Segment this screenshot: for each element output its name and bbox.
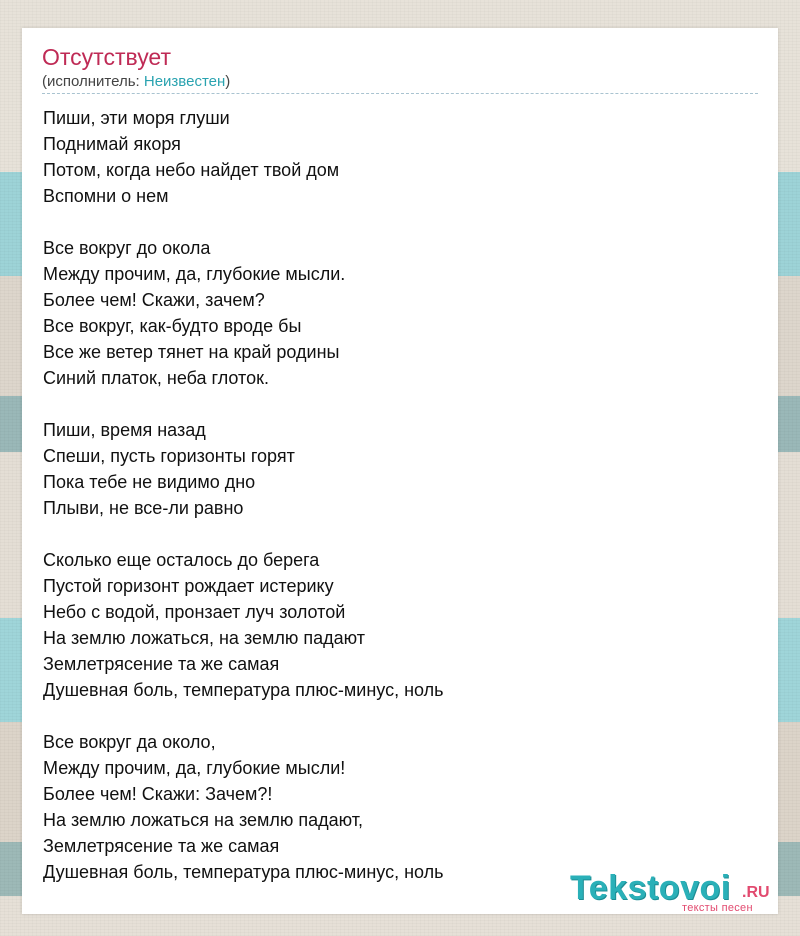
lyric-line: Душевная боль, температура плюс-минус, ноль [43, 862, 444, 882]
lyric-line: Пока тебе не видимо дно [43, 472, 256, 492]
lyric-line: На землю ложаться, на землю падают [43, 628, 366, 648]
artist-link[interactable]: Неизвестен [143, 73, 226, 90]
lyric-line: Плыви, не все-ли равно [43, 498, 244, 518]
logo-tagline: тексты песен [682, 902, 753, 914]
artist-suffix: ) [225, 73, 231, 90]
lyric-line: Все вокруг до окола [43, 238, 211, 258]
song-title: Отсутствует [42, 44, 171, 70]
lyrics-card [22, 28, 778, 914]
lyric-line: Поднимай якоря [43, 134, 181, 154]
artist-line [42, 73, 230, 91]
verse-gap [43, 703, 743, 729]
lyric-line: Пустой горизонт рождает истерику [43, 576, 334, 596]
lyric-line: Все вокруг, как-будто вроде бы [43, 316, 302, 336]
title-divider [42, 93, 758, 94]
verse-gap [43, 521, 743, 547]
lyric-line: Пиши, эти моря глуши [43, 108, 230, 128]
lyric-line: Более чем! Скажи, зачем? [43, 290, 265, 310]
verse-gap [43, 391, 743, 417]
lyric-line: Землетрясение та же самая [43, 654, 280, 674]
lyric-line: Небо с водой, пронзает луч золотой [43, 602, 346, 622]
lyric-line: Вспомни о нем [43, 186, 169, 206]
lyric-line: Спеши, пусть горизонты горят [43, 446, 295, 466]
lyric-line: Между прочим, да, глубокие мысли. [43, 264, 346, 284]
lyric-line: Синий платок, неба глоток. [43, 368, 269, 388]
lyric-line: Все же ветер тянет на край родины [43, 342, 340, 362]
artist-prefix: (исполнитель: [42, 73, 144, 90]
lyric-line: Сколько еще осталось до берега [43, 550, 320, 570]
lyric-line: Пиши, время назад [43, 420, 206, 440]
lyric-line: Более чем! Скажи: Зачем?! [43, 784, 273, 804]
lyric-line: Потом, когда небо найдет твой дом [43, 160, 340, 180]
lyric-line: На землю ложаться на землю падают, [43, 810, 364, 830]
lyric-line: Душевная боль, температура плюс-минус, ноль [43, 680, 444, 700]
logo-name: Tekstovoi [570, 869, 731, 907]
lyric-line: Все вокруг да около, [43, 732, 216, 752]
logo-domain: .RU [742, 884, 770, 901]
lyric-line: Между прочим, да, глубокие мысли! [43, 758, 346, 778]
tekstovoi-logo[interactable] [570, 868, 780, 914]
lyric-line: Землетрясение та же самая [43, 836, 280, 856]
lyrics-text [43, 105, 743, 885]
verse-gap [43, 209, 743, 235]
